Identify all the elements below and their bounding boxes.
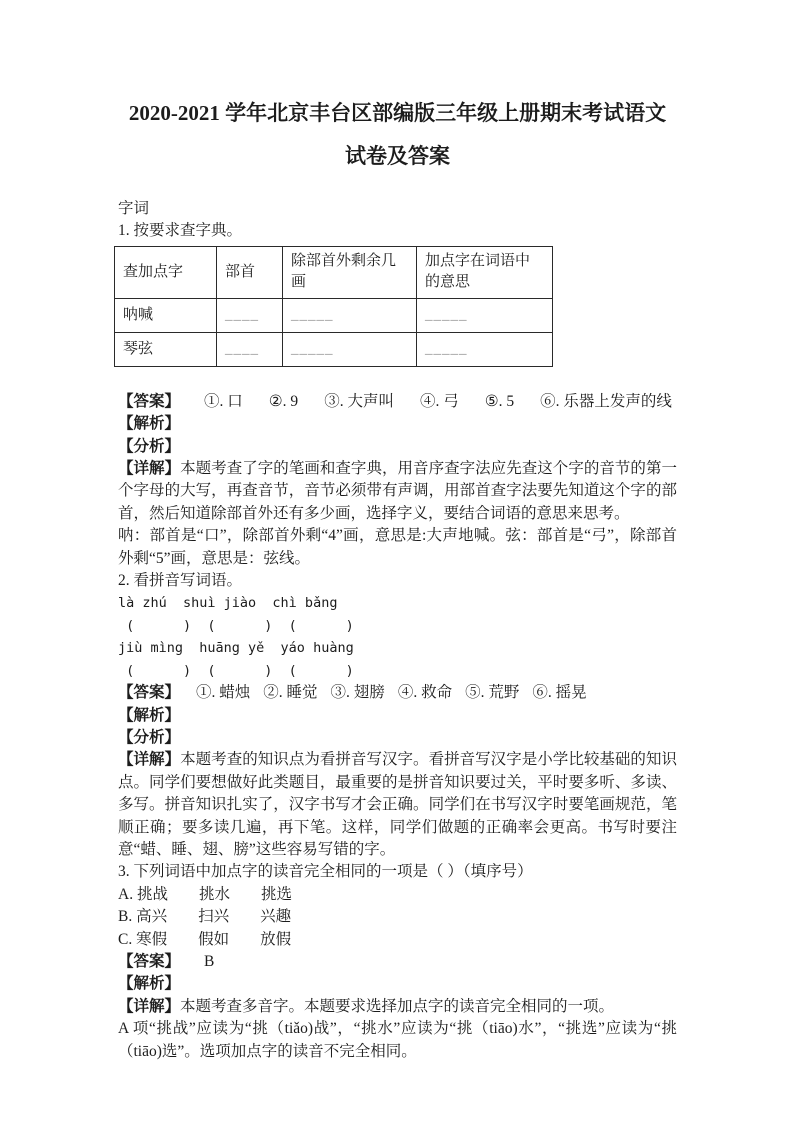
- table-header-meaning: 加点字在词语中的意思: [417, 246, 553, 298]
- table-cell-word: 琴弦: [115, 332, 217, 366]
- answer-item: ①. 蜡烛: [196, 684, 251, 702]
- answer-item: ④. 弓: [419, 392, 459, 410]
- answer-item: ⑤. 5: [484, 392, 515, 410]
- detail-label: 【详解】: [118, 997, 181, 1015]
- review-label: 【分析】: [118, 728, 181, 746]
- analysis-label: 【解析】: [118, 975, 181, 993]
- answer-item: ②. 睡觉: [263, 684, 318, 702]
- pinyin-line-2: jiù mìng huāng yě yáo huàng: [118, 640, 354, 657]
- answer-item: ②. 9: [268, 392, 299, 410]
- answer-value: B: [204, 952, 215, 970]
- answer-item: ⑥. 乐器上发声的线: [540, 392, 672, 410]
- pinyin-line-1: là zhú shuì jiào chì bǎng: [118, 595, 338, 612]
- table-cell-blank: [217, 298, 283, 332]
- table-header-radical: 部首: [217, 246, 283, 298]
- answer-label: 【答案】: [118, 952, 181, 970]
- answer-item: ①. 口: [204, 392, 243, 410]
- paren-blank-line-1: ( ) ( ) ( ): [118, 617, 354, 634]
- document-title: [118, 98, 677, 171]
- q3-detail-paragraph-2: A 项“挑战”应读为“挑（tiǎo)战”，“挑水”应读为“挑（tiāo)水”，“挑选”应读为“挑（tiāo)选”。选项加点字的读音不完全相同。: [118, 1020, 677, 1060]
- review-label: 【分析】: [118, 437, 181, 455]
- q3-answer-line: [118, 951, 677, 973]
- answer-item: ③. 翅膀: [330, 684, 385, 702]
- table-cell-blank: [283, 332, 417, 366]
- q1-detail-paragraph: [118, 458, 677, 525]
- table-row: [115, 298, 553, 332]
- answer-label: 【答案】: [118, 684, 181, 702]
- answer-item: ⑥. 摇晃: [532, 684, 587, 702]
- document-title-line1: 2020-2021 学年北京丰台区部编版三年级上册期末考试语文: [128, 101, 667, 125]
- detail-text: 本题考查多音字。本题要求选择加点字的读音完全相同的一项。: [180, 997, 615, 1015]
- analysis-label: 【解析】: [118, 706, 181, 724]
- section-label: 字词: [118, 200, 150, 217]
- blank-line: ____: [225, 306, 259, 323]
- q1-detail-paragraph-2: 呐：部首是“口”，除部首外剩“4”画，意思是:大声地喊。弦：部首是“弓”，除部首外剩“5”画，意思是：弦线。: [118, 527, 677, 567]
- table-header-word: 查加点字: [115, 246, 217, 298]
- blank-line: _____: [291, 340, 334, 357]
- detail-text: 本题考查了字的笔画和查字典，用音序查字法应先查这个字的音节的第一个字母的大写，再查音节，音节必须带有声调，用部首查字法要先知道这个字的部首，然后知道除部首外还有多少画，选择字义，要结合词语的意思来思考。: [118, 460, 677, 522]
- paren-blank-line-2: ( ) ( ) ( ): [118, 662, 354, 679]
- q2-answer-line: [118, 682, 677, 704]
- blank-line: _____: [425, 340, 468, 357]
- table-cell-blank: [417, 332, 553, 366]
- answer-item: ③. 大声叫: [324, 392, 394, 410]
- document-body: [118, 198, 677, 1063]
- q2-prompt: 2. 看拼音写词语。: [118, 572, 243, 590]
- analysis-label: 【解析】: [118, 415, 181, 433]
- answer-label: 【答案】: [118, 392, 181, 410]
- table-header-row: [115, 246, 553, 298]
- table-cell-blank: [217, 332, 283, 366]
- table-cell-word: 呐喊: [115, 298, 217, 332]
- dictionary-lookup-table: [114, 246, 553, 367]
- detail-label: 【详解】: [118, 751, 181, 769]
- blank-line: ____: [225, 340, 259, 357]
- document-title-line2: 试卷及答案: [345, 144, 450, 168]
- q2-detail-paragraph: [118, 749, 677, 861]
- detail-text: 本题考查的知识点为看拼音写汉字。看拼音写汉字是小学比较基础的知识点。同学们要想做好此类题目，最重要的是拼音知识要过关，平时要多听、多读、多写。拼音知识扎实了，汉字书写才会正确。同学们在书写汉字时要笔画规范，笔顺正确；要多读几遍，再下笔。这样，同学们做题的正确率会更高。书写时要注意“蜡、睡、翅、膀”这些容易写错的字。: [118, 751, 677, 858]
- blank-line: _____: [425, 306, 468, 323]
- q1-answer-line: [118, 391, 677, 413]
- q1-prompt: 1. 按要求查字典。: [118, 222, 243, 240]
- q3-detail-paragraph: [118, 996, 677, 1018]
- detail-label: 【详解】: [118, 460, 181, 478]
- answer-item: ⑤. 荒野: [465, 684, 520, 702]
- q3-prompt: 3. 下列词语中加点字的读音完全相同的一项是（ ）（填序号）: [118, 863, 533, 881]
- table-row: [115, 332, 553, 366]
- answer-item: ④. 救命: [397, 684, 453, 702]
- table-cell-blank: [417, 298, 553, 332]
- q3-option-c: C. 寒假 假如 放假: [118, 930, 292, 948]
- table-cell-blank: [283, 298, 417, 332]
- q3-option-b: B. 高兴 扫兴 兴趣: [118, 908, 292, 926]
- q3-option-a: A. 挑战 挑水 挑选: [118, 885, 292, 903]
- blank-line: _____: [291, 306, 334, 323]
- table-header-strokes: 除部首外剩余几画: [283, 246, 417, 298]
